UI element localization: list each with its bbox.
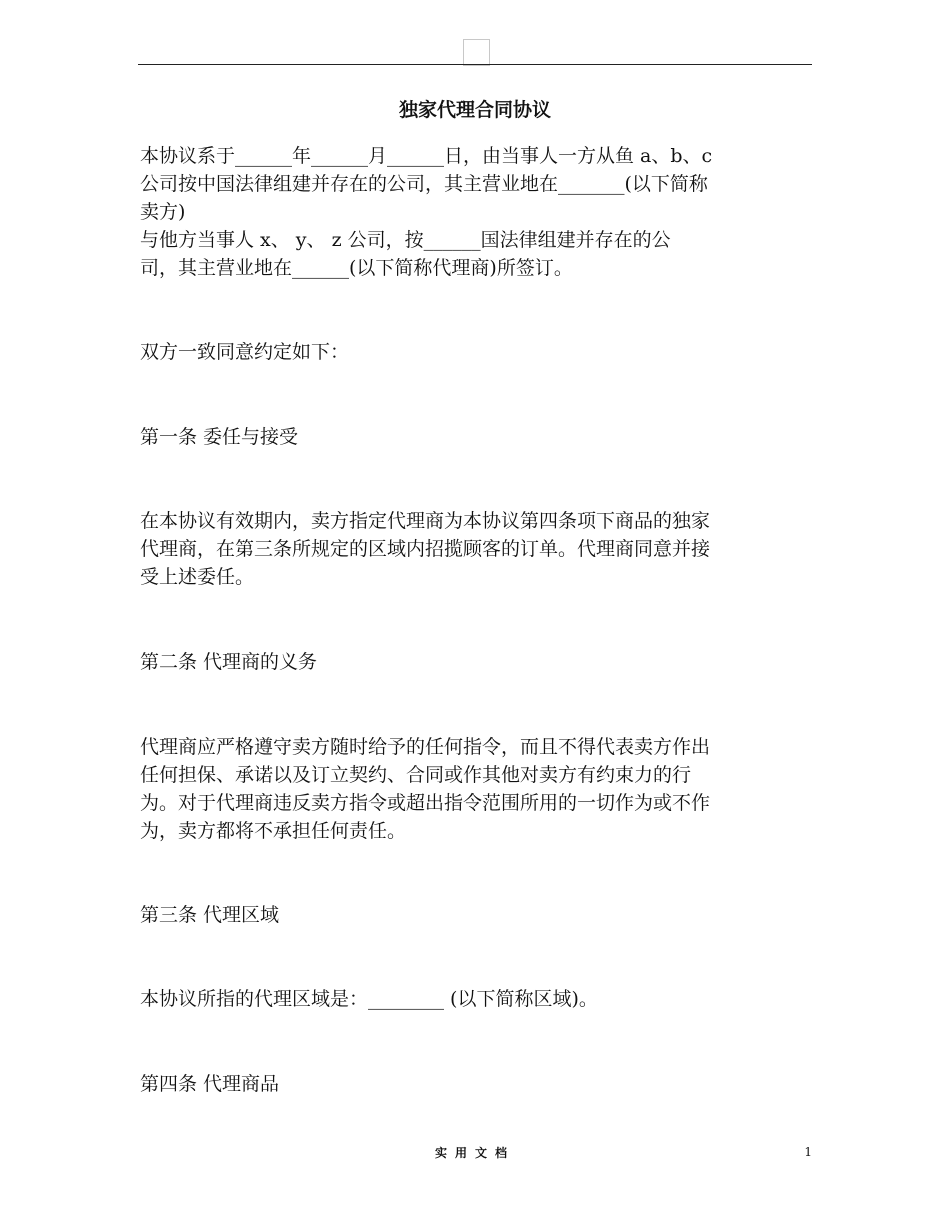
intro-paragraph: [140, 142, 805, 282]
intro-line: 本协议系于______年______月______日，由当事人一方从鱼 a、b、c: [140, 145, 713, 167]
article-3-line: 本协议所指的代理区域是：________ (以下简称区域)。: [140, 988, 598, 1010]
agreement-line: 双方一致同意约定如下：: [140, 341, 350, 363]
article-1-heading: 第一条 委任与接受: [140, 426, 299, 448]
intro-line: 与他方当事人 x、 y、 z 公司，按______国法律组建并存在的公: [140, 229, 671, 251]
intro-line: 司，其主营业地在______(以下简称代理商)所签订。: [140, 257, 573, 279]
intro-line: 公司按中国法律组建并存在的公司，其主营业地在_______(以下简称: [140, 173, 708, 195]
article-2-line: 为，卖方都将不承担任何责任。: [140, 820, 407, 842]
article-2-body: [140, 733, 805, 845]
article-2-line: 为。对于代理商违反卖方指令或超出指令范围所用的一切作为或不作: [140, 792, 711, 814]
article-1-body: [140, 507, 805, 591]
article-3-body: [140, 985, 805, 1013]
document-title: 独家代理合同协议: [398, 99, 551, 121]
intro-line: 卖方): [140, 201, 186, 223]
footer-label: 实用文档: [434, 1146, 515, 1160]
article-2-line: 代理商应严格遵守卖方随时给予的任何指令，而且不得代表卖方作出: [140, 736, 711, 758]
article-2-line: 任何担保、承诺以及订立契约、合同或作其他对卖方有约束力的行: [140, 764, 692, 786]
article-1-line: 代理商，在第三条所规定的区域内招揽顾客的订单。代理商同意并接: [140, 538, 711, 560]
header-rule: [138, 64, 812, 65]
page-number: 1: [804, 1145, 812, 1159]
article-3-heading: 第三条 代理区域: [140, 904, 280, 926]
header-box: [463, 39, 490, 66]
article-1-line: 受上述委任。: [140, 566, 255, 588]
article-1-line: 在本协议有效期内，卖方指定代理商为本协议第四条项下商品的独家: [140, 510, 711, 532]
article-2-heading: 第二条 代理商的义务: [140, 651, 318, 673]
article-4-heading: 第四条 代理商品: [140, 1073, 280, 1095]
